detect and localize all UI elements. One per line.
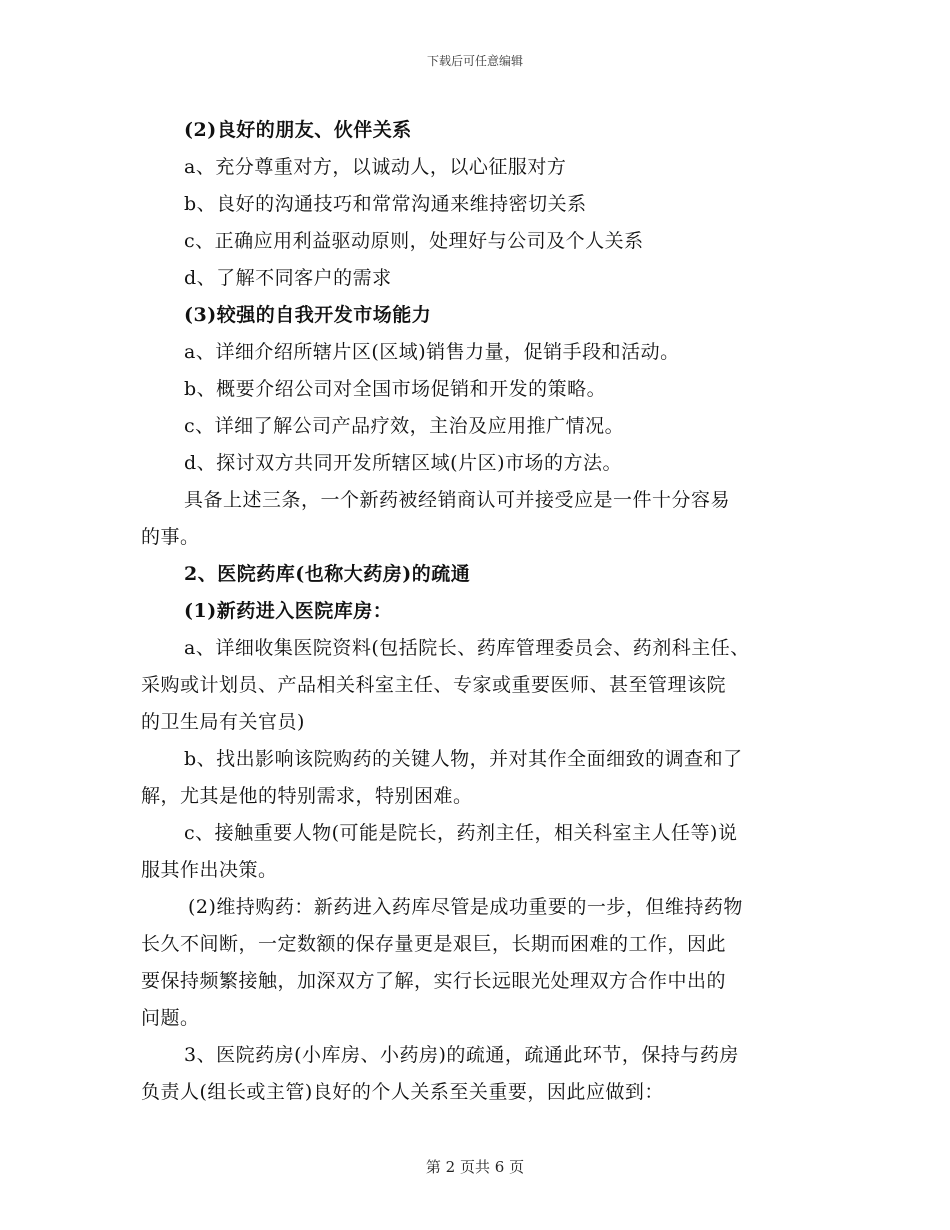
- paragraph-line: 的事。: [141, 526, 200, 548]
- paragraph-line: 采购或计划员、产品相关科室主任、专家或重要医师、甚至管理该院: [141, 674, 727, 696]
- list-item: a、详细介绍所辖片区(区域)销售力量，促销手段和活动。: [184, 341, 680, 363]
- paragraph-line: 要保持频繁接触，加深双方了解，实行长远眼光处理双方合作中出的: [141, 970, 727, 992]
- list-item: d、探讨双方共同开发所辖区域(片区)市场的方法。: [184, 452, 622, 474]
- paragraph-line: 长久不间断，一定数额的保存量更是艰巨，长期而困难的工作，因此: [141, 933, 727, 955]
- page-number: 第 2 页共 6 页: [425, 1158, 525, 1176]
- paragraph-line: 具备上述三条，一个新药被经销商认可并接受应是一件十分容易: [184, 489, 731, 511]
- paragraph-line: b、找出影响该院购药的关键人物，并对其作全面细致的调查和了: [184, 748, 743, 770]
- paragraph-line: 解，尤其是他的特别需求，特别困难。: [141, 785, 473, 807]
- page-header: 下载后可任意编辑: [426, 54, 523, 68]
- document-body: [141, 112, 813, 1111]
- list-item: d、了解不同客户的需求: [184, 267, 392, 289]
- paragraph-line: a、详细收集医院资料(包括院长、药库管理委员会、药剂科主任、: [184, 637, 750, 659]
- paragraph-line: (2)维持购药：新药进入药库尽管是成功重要的一步，但维持药物: [188, 896, 743, 918]
- paragraph-line: 问题。: [141, 1007, 200, 1029]
- section-heading: (2)良好的朋友、伙伴关系: [184, 119, 412, 141]
- list-item: b、概要介绍公司对全国市场促销和开发的策略。: [184, 378, 607, 400]
- list-item: c、正确应用利益驱动原则，处理好与公司及个人关系: [184, 230, 644, 252]
- paragraph-line: 3、医院药房(小库房、小药房)的疏通，疏通此环节，保持与药房: [184, 1044, 739, 1066]
- section-heading: (3)较强的自我开发市场能力: [184, 304, 432, 326]
- list-item: c、详细了解公司产品疗效，主治及应用推广情况。: [184, 415, 625, 437]
- paragraph-line: 负责人(组长或主管)良好的个人关系至关重要，因此应做到：: [141, 1081, 664, 1103]
- paragraph-line: c、接触重要人物(可能是院长，药剂主任，相关科室主人任等)说: [184, 822, 738, 844]
- paragraph-line: 的卫生局有关官员): [141, 711, 305, 733]
- list-item: a、充分尊重对方，以诚动人，以心征服对方: [184, 156, 567, 178]
- list-item: b、良好的沟通技巧和常常沟通来维持密切关系: [184, 193, 587, 215]
- section-heading: (1)新药进入医院库房：: [184, 600, 393, 622]
- section-heading: 2、医院药库(也称大药房)的疏通: [184, 563, 471, 585]
- paragraph-line: 服其作出决策。: [141, 859, 278, 881]
